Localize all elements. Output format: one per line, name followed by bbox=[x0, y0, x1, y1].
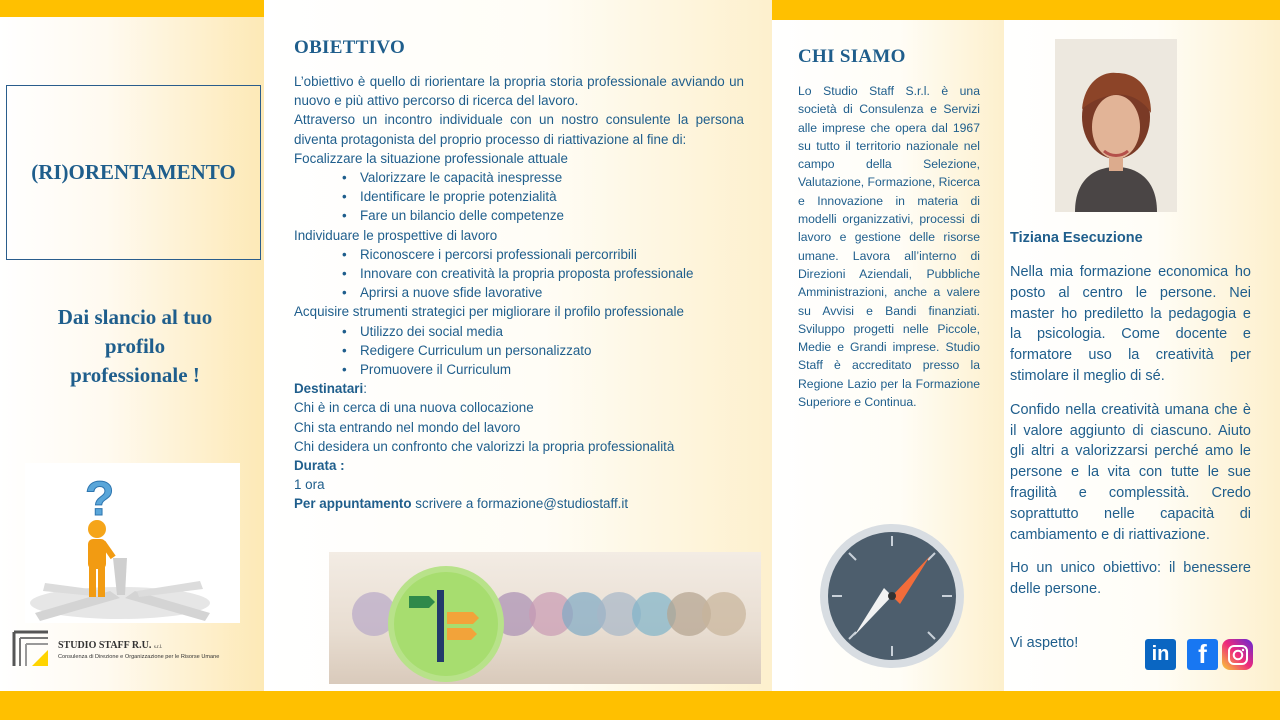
recipient-item: Chi è in cerca di una nuova collocazione bbox=[294, 400, 534, 416]
list-item: • Identificare le proprie potenzialità bbox=[360, 187, 744, 206]
duration-value: 1 ora bbox=[294, 477, 325, 493]
bio-paragraph: Ho un unico obiettivo: il benessere delle persone. bbox=[1010, 560, 1251, 598]
group-title: Focalizzare la situazione professionale attuale bbox=[294, 150, 568, 166]
list-item: • Promuovere il Curriculum bbox=[360, 360, 744, 379]
about-heading: CHI SIAMO bbox=[798, 46, 906, 67]
objective-intro: L’obiettivo è quello di riorientare la propria storia professionale avviando un nuovo e più attivo percorso di ricerca del lavoro. bbox=[294, 74, 744, 109]
objective-heading: OBIETTIVO bbox=[294, 37, 406, 58]
slogan: Dai slancio al tuo profilo professionale ! bbox=[57, 305, 213, 387]
group-list bbox=[294, 168, 744, 226]
appointment-email[interactable]: scrivere a formazione@studiostaff.it bbox=[415, 496, 629, 512]
profile-name: Tiziana Esecuzione bbox=[1010, 230, 1143, 246]
list-item: • Aprirsi a nuove sfide lavorative bbox=[360, 283, 744, 302]
company-logo: STUDIO STAFF R.U. s.r.l. Consulenza di Direzione e Organizzazione per le Risorse Umane bbox=[12, 630, 252, 670]
instagram-icon[interactable] bbox=[1222, 639, 1253, 670]
top-bar-right bbox=[772, 0, 1280, 20]
title-box bbox=[6, 85, 261, 260]
crossroads-illustration bbox=[25, 463, 240, 623]
svg-text:?: ? bbox=[85, 473, 115, 526]
compass-icon bbox=[818, 522, 966, 670]
list-item: • Redigere Curriculum un personalizzato bbox=[360, 341, 744, 360]
linkedin-icon[interactable]: in bbox=[1145, 639, 1176, 670]
duration-label: Durata : bbox=[294, 458, 345, 474]
list-item: • Valorizzare le capacità inespresse bbox=[360, 168, 744, 187]
list-item: • Innovare con creatività la propria proposta professionale bbox=[360, 264, 744, 283]
list-item: • Fare un bilancio delle competenze bbox=[360, 206, 744, 225]
bio-paragraph: Confido nella creatività umana che è il valore aggiunto di ciascuno. Aiuto gli altri a valorizzarsi perché amo le persone e la vita con tutte le sue fragilità e complessità. Credo soprattutto nelle capacità di cambiamento e di riattivazione. bbox=[1010, 401, 1251, 543]
avatar bbox=[1055, 39, 1177, 212]
bio-paragraph: Nella mia formazione economica ho posto al centro le persone. Nei master ho prediletto la pedagogia e la psicologia. Come docente e formatore uso la creatività per stimolare il meglio di sé. bbox=[1010, 264, 1251, 384]
signpost-banner bbox=[329, 552, 761, 684]
recipient-item: Chi sta entrando nel mondo del lavoro bbox=[294, 419, 521, 435]
closing-text: Vi aspetto! bbox=[1010, 635, 1079, 651]
appointment-line: Per appuntamento scrivere a formazione@studiostaff.it bbox=[294, 496, 629, 512]
recipient-item: Chi desidera un confronto che valorizzi la propria professionalità bbox=[294, 438, 675, 454]
group-list bbox=[294, 245, 744, 303]
page-title: (RI)ORENTAMENTO bbox=[31, 160, 236, 184]
bottom-bar bbox=[0, 691, 1280, 720]
group-title: Individuare le prospettive di lavoro bbox=[294, 227, 498, 243]
about-text: Lo Studio Staff S.r.l. è una società di Consulenza e Servizi alle imprese che opera dal 1967 su tutto il territorio nazionale nel campo della Selezione, Valutazione, Formazione, Ricerca e Innovazione in materia di modelli organizzativi, processi di lavoro e gestione delle risorse umane. Lavora all’interno di Direzioni Aziendali, Pubbliche Amministrazioni, anche a valere su Avvisi e Bandi finanziati. Sviluppo progetti nelle Piccole, Medie e Grandi imprese. Studio Staff è accreditato presso la Regione Lazio per la Formazione Superiore e Continua. bbox=[798, 84, 980, 410]
group-title: Acquisire strumenti strategici per migliorare il profilo professionale bbox=[294, 304, 684, 320]
group-list bbox=[294, 322, 744, 380]
list-item: • Utilizzo dei social media bbox=[360, 322, 744, 341]
top-bar-left bbox=[0, 0, 264, 17]
list-item: • Riconoscere i percorsi professionali percorribili bbox=[360, 245, 744, 264]
logo-mark-icon bbox=[12, 630, 50, 668]
profile-bio bbox=[1010, 262, 1251, 613]
objective-intro-2: Attraverso un incontro individuale con un nostro consulente la persona diventa protagonista del proprio processo di riattivazione al fine di: bbox=[294, 112, 744, 147]
recipients-label: Destinatari: bbox=[294, 381, 367, 397]
objective-body bbox=[294, 72, 744, 514]
facebook-icon[interactable]: f bbox=[1187, 639, 1218, 670]
